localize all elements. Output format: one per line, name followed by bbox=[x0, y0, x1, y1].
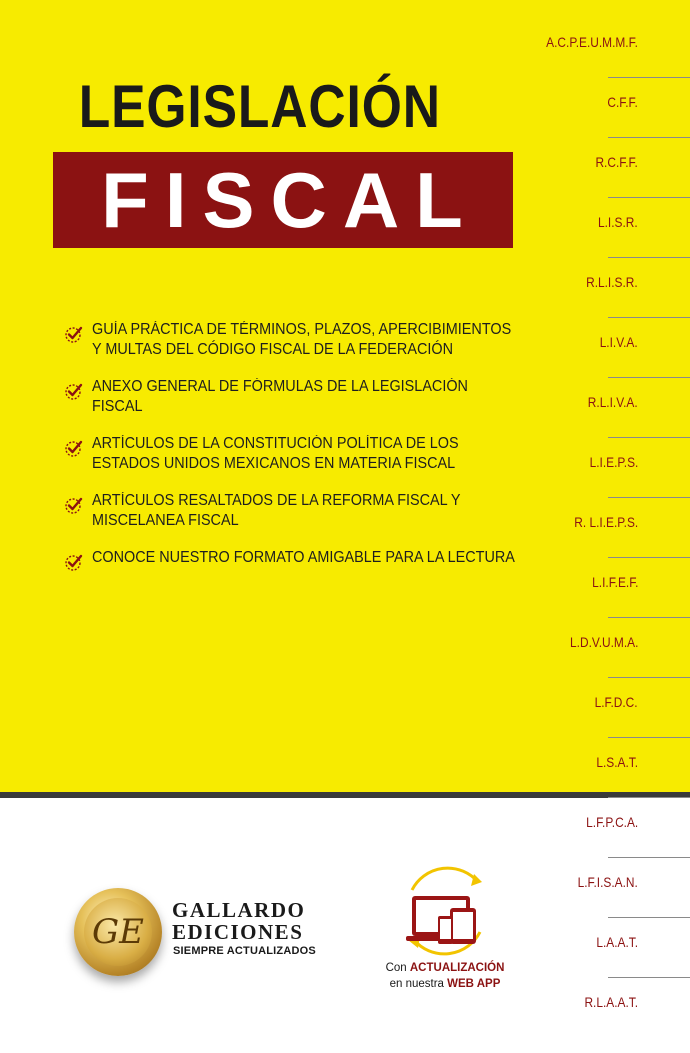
app-caption-highlight: WEB APP bbox=[447, 978, 501, 990]
app-caption-prefix: Con bbox=[385, 962, 410, 974]
law-tab-label: L.I.S.R. bbox=[598, 214, 638, 230]
title-banner bbox=[53, 152, 513, 248]
feature-item bbox=[62, 548, 515, 568]
check-badge-icon bbox=[64, 324, 84, 344]
brand-tagline: SIEMPRE ACTUALIZADOS bbox=[173, 945, 316, 957]
law-tab-label: L.I.E.P.S. bbox=[589, 454, 638, 470]
logo-monogram: GE bbox=[92, 912, 144, 952]
logo-medallion bbox=[84, 898, 152, 966]
app-caption-prefix: en nuestra bbox=[389, 978, 448, 990]
publisher-logo bbox=[74, 888, 162, 976]
app-caption-highlight: ACTUALIZACIÓN bbox=[409, 962, 505, 974]
app-caption-line-2 bbox=[370, 978, 520, 990]
feature-text: ARTÍCULOS RESALTADOS DE LA REFORMA FISCAL Y MISCELANEA FISCAL bbox=[92, 492, 461, 529]
law-tab-label: R.L.A.A.T. bbox=[584, 994, 638, 1010]
law-tab-label: L.I.F.E.F. bbox=[591, 574, 638, 590]
feature-text: ARTÍCULOS DE LA CONSTITUCIÓN POLÍTICA DE LOS ESTADOS UNIDOS MEXICANOS EN MATERIA FISCAL bbox=[92, 435, 459, 472]
feature-list bbox=[62, 320, 515, 585]
law-tab-label: C.F.F. bbox=[607, 94, 638, 110]
law-tab-label: A.C.P.E.U.M.M.F. bbox=[546, 34, 638, 50]
check-badge-icon bbox=[64, 438, 84, 458]
law-tab-label: L.S.A.T. bbox=[596, 754, 638, 770]
law-tab-label: L.F.D.C. bbox=[595, 694, 638, 710]
law-tab bbox=[522, 318, 690, 378]
law-tab bbox=[522, 78, 690, 138]
law-tab bbox=[522, 498, 690, 558]
feature-item bbox=[62, 491, 512, 531]
law-tab bbox=[522, 978, 690, 1038]
devices-sync-icon bbox=[390, 860, 500, 960]
law-tab-label: R. L.I.E.P.S. bbox=[574, 514, 638, 530]
law-tab bbox=[522, 738, 690, 798]
law-tab bbox=[522, 918, 690, 978]
law-tab bbox=[522, 18, 690, 78]
law-tab-label: R.C.F.F. bbox=[595, 154, 638, 170]
law-tab bbox=[522, 798, 690, 858]
feature-item bbox=[62, 320, 512, 360]
law-tab bbox=[522, 138, 690, 198]
check-badge-icon bbox=[64, 381, 84, 401]
law-tab bbox=[522, 858, 690, 918]
law-tab-label: R.L.I.V.A. bbox=[588, 394, 638, 410]
law-tab bbox=[522, 678, 690, 738]
law-tab-label: L.F.P.C.A. bbox=[585, 814, 638, 830]
check-badge-icon bbox=[64, 552, 84, 572]
law-tab bbox=[522, 258, 690, 318]
title-line-1: LEGISLACIÓN bbox=[78, 73, 441, 140]
law-tab bbox=[522, 438, 690, 498]
brand-name-line-2: EDICIONES bbox=[172, 920, 304, 944]
law-tab-label: R.L.I.S.R. bbox=[586, 274, 638, 290]
feature-item bbox=[62, 377, 512, 417]
feature-text: GUÍA PRÁCTICA DE TÉRMINOS, PLAZOS, APERCIBIMIENTOS Y MULTAS DEL CÓDIGO FISCAL DE LA FEDERACIÓN bbox=[92, 321, 512, 358]
feature-text: CONOCE NUESTRO FORMATO AMIGABLE PARA LA LECTURA bbox=[92, 549, 515, 566]
law-tab-label: L.F.I.S.A.N. bbox=[577, 874, 638, 890]
brand-name-line-1: GALLARDO bbox=[172, 898, 306, 922]
title-line-2: FISCAL bbox=[101, 156, 479, 244]
law-tab-label: L.I.V.A. bbox=[600, 334, 638, 350]
law-tab bbox=[522, 558, 690, 618]
law-tab-label: L.A.A.T. bbox=[596, 934, 638, 950]
law-tab-label: L.D.V.U.M.A. bbox=[569, 634, 638, 650]
feature-text: ANEXO GENERAL DE FÓRMULAS DE LA LEGISLACIÓN FISCAL bbox=[92, 378, 468, 415]
feature-item bbox=[62, 434, 512, 474]
law-tabs-list bbox=[522, 18, 690, 1038]
check-badge-icon bbox=[64, 495, 84, 515]
law-tab bbox=[522, 618, 690, 678]
app-caption-line-1 bbox=[370, 962, 520, 974]
law-tab bbox=[522, 378, 690, 438]
law-tab bbox=[522, 198, 690, 258]
